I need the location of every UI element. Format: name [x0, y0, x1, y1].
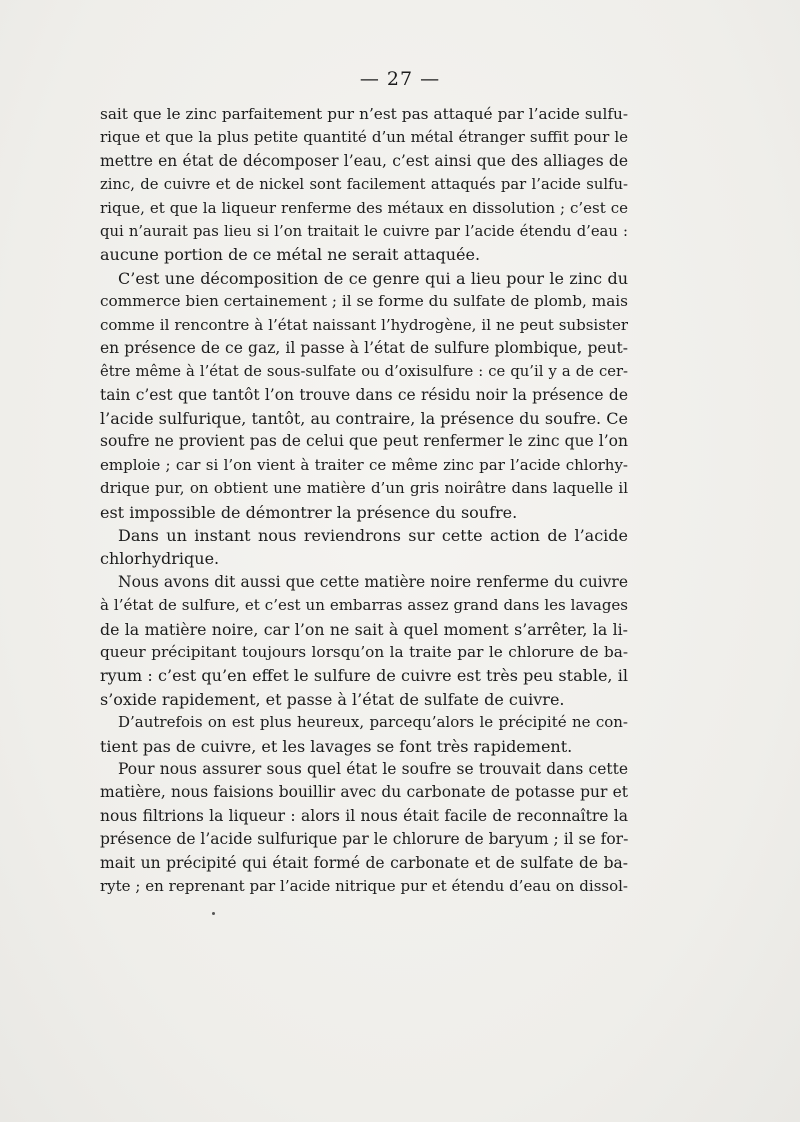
text-line: Dans un instant nous reviendrons sur cette action de l’acide [118, 526, 628, 546]
text-line: matière, nous faisions bouillir avec du carbonate de potasse pur et [100, 783, 628, 802]
text-line: rique et que la plus petite quantité d’un métal étranger suffit pour le [100, 128, 628, 147]
text-line: de la matière noire, car l’on ne sait à quel moment s’arrêter, la li- [100, 619, 628, 639]
text-line: Pour nous assurer sous quel état le soufre se trouvait dans cette [118, 759, 628, 778]
text-line: mait un précipité qui était formé de carbonate et de sulfate de ba- [100, 853, 628, 872]
text-line: commerce bien certainement ; il se forme du sulfate de plomb, mais [100, 292, 628, 311]
text-line: comme il rencontre à l’état naissant l’hydrogène, il ne peut subsister [100, 315, 628, 334]
text-line: qui n’aurait pas lieu si l’on traitait le cuivre par l’acide étendu d’eau : [100, 222, 628, 240]
text-line: en présence de ce gaz, il passe à l’état de sulfure plombique, peut- [100, 338, 628, 357]
text-line: emploie ; car si l’on vient à traiter ce même zinc par l’acide chlorhy- [100, 455, 628, 474]
text-line: à l’état de sulfure, et c’est un embarras assez grand dans les lavages [100, 596, 628, 615]
text-line: ryum : c’est qu’en effet le sulfure de cuivre est très peu stable, il [100, 666, 628, 686]
text-line: queur précipitant toujours lorsqu’on la traite par le chlorure de ba- [100, 642, 628, 661]
page-number: — 27 — [359, 68, 441, 90]
text-line: chlorhydrique. [100, 549, 220, 569]
text-line: drique pur, on obtient une matière d’un gris noirâtre dans laquelle il [100, 479, 628, 498]
body-text [100, 103, 628, 898]
text-line: mettre en état de décomposer l’eau, c’est ainsi que des alliages de [100, 151, 628, 170]
text-line: tain c’est que tantôt l’on trouve dans ce résidu noir la présence de [100, 385, 628, 404]
text-line: est impossible de démontrer la présence du soufre. [100, 502, 518, 522]
text-line: aucune portion de ce métal ne serait attaquée. [100, 245, 481, 265]
text-line: soufre ne provient pas de celui que peut renfermer le zinc que l’on [100, 432, 628, 451]
text-line: ryte ; en reprenant par l’acide nitrique pur et étendu d’eau on dissol- [100, 876, 628, 895]
paper-speck [212, 912, 215, 915]
text-line: tient pas de cuivre, et les lavages se font très rapidement. [100, 736, 573, 756]
text-line: sait que le zinc parfaitement pur n’est pas attaqué par l’acide sulfu- [100, 105, 628, 123]
text-line: D’autrefois on est plus heureux, parcequ’alors le précipité ne con- [118, 713, 628, 732]
text-line: présence de l’acide sulfurique par le chlorure de baryum ; il se for- [100, 830, 628, 849]
text-line: s’oxide rapidement, et passe à l’état de sulfate de cuivre. [100, 689, 565, 709]
text-line: rique, et que la liqueur renferme des métaux en dissolution ; c’est ce [100, 198, 628, 217]
text-line: Nous avons dit aussi que cette matière noire renferme du cuivre [118, 572, 628, 591]
text-line: nous filtrions la liqueur : alors il nous était facile de reconnaître la [100, 806, 628, 825]
text-line: être même à l’état de sous-sulfate ou d’oxisulfure : ce qu’il y a de cer- [100, 363, 628, 381]
text-line: zinc, de cuivre et de nickel sont facilement attaqués par l’acide sulfu- [100, 176, 628, 194]
text-line: l’acide sulfurique, tantôt, au contraire, la présence du soufre. Ce [100, 409, 628, 429]
text-line: C’est une décomposition de ce genre qui a lieu pour le zinc du [118, 268, 628, 288]
